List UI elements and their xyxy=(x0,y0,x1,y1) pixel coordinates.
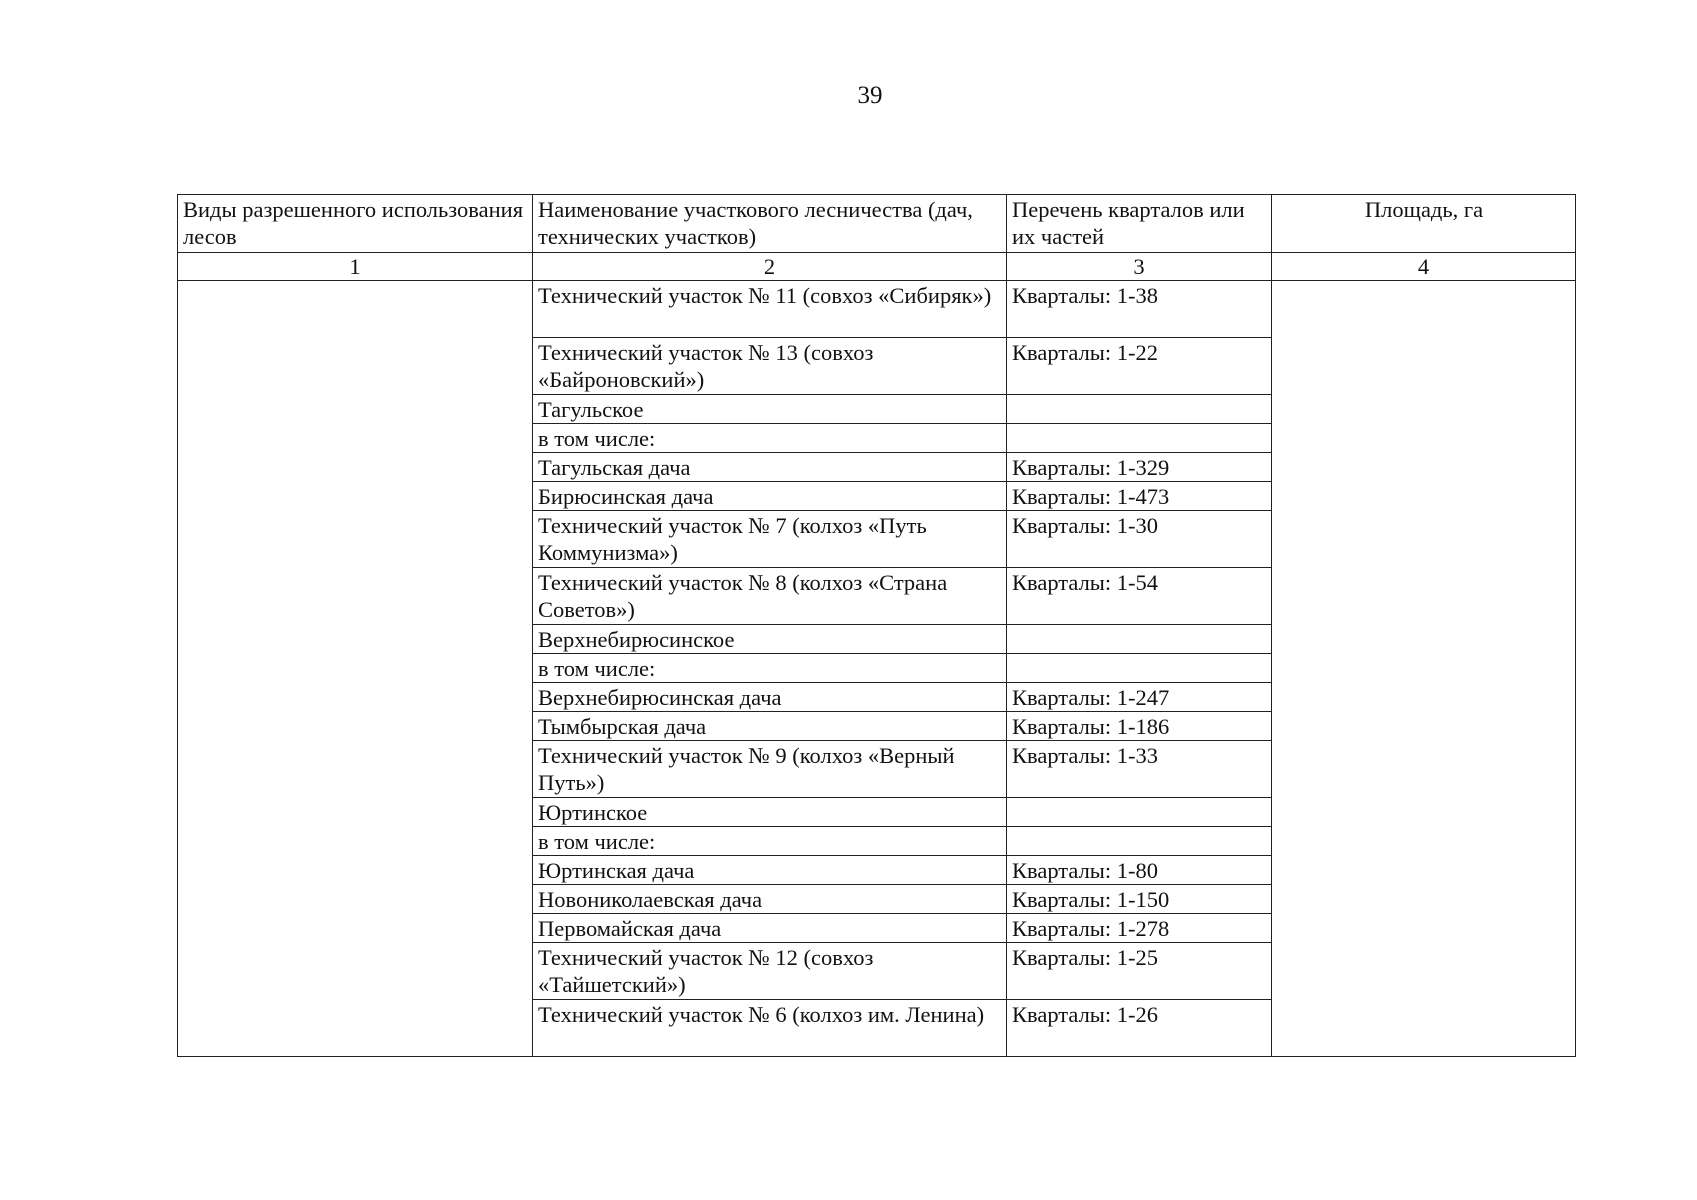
forestry-name-cell: Юртинская дача xyxy=(533,856,1007,885)
table-body xyxy=(178,281,1576,1057)
forestry-name-cell: Технический участок № 7 (колхоз «Путь Коммунизма») xyxy=(533,511,1007,568)
forestry-name-cell: Первомайская дача xyxy=(533,914,1007,943)
forestry-name-cell: Тагульское xyxy=(533,395,1007,424)
forestry-name-cell: в том числе: xyxy=(533,424,1007,453)
quarters-cell: Кварталы: 1-33 xyxy=(1007,741,1272,798)
quarters-cell: Кварталы: 1-80 xyxy=(1007,856,1272,885)
table-header-row xyxy=(178,195,1576,253)
quarters-cell: Кварталы: 1-329 xyxy=(1007,453,1272,482)
quarters-cell: Кварталы: 1-30 xyxy=(1007,511,1272,568)
page-number: 39 xyxy=(857,82,883,109)
quarters-cell: Кварталы: 1-278 xyxy=(1007,914,1272,943)
forestry-name-cell: Технический участок № 8 (колхоз «Страна Советов») xyxy=(533,568,1007,625)
header-quarters-list: Перечень кварталов или их частей xyxy=(1007,195,1272,253)
table-row xyxy=(178,281,1576,338)
forestry-name-cell: Технический участок № 9 (колхоз «Верный Путь») xyxy=(533,741,1007,798)
quarters-cell: Кварталы: 1-247 xyxy=(1007,683,1272,712)
quarters-cell: Кварталы: 1-26 xyxy=(1007,1000,1272,1057)
forestry-name-cell: Новониколаевская дача xyxy=(533,885,1007,914)
forestry-name-cell: Бирюсинская дача xyxy=(533,482,1007,511)
area-cell xyxy=(1272,281,1576,1057)
forestry-name-cell: в том числе: xyxy=(533,654,1007,683)
header-usage-types: Виды разрешенного использования лесов xyxy=(178,195,533,253)
forestry-name-cell: Тымбырская дача xyxy=(533,712,1007,741)
column-number: 3 xyxy=(1007,253,1272,281)
quarters-cell: Кварталы: 1-150 xyxy=(1007,885,1272,914)
forestry-name-cell: Верхнебирюсинская дача xyxy=(533,683,1007,712)
quarters-cell: Кварталы: 1-473 xyxy=(1007,482,1272,511)
quarters-cell xyxy=(1007,654,1272,683)
forestry-name-cell: Верхнебирюсинское xyxy=(533,625,1007,654)
quarters-cell xyxy=(1007,424,1272,453)
forest-use-table xyxy=(177,194,1576,1057)
quarters-cell xyxy=(1007,395,1272,424)
quarters-cell xyxy=(1007,798,1272,827)
forestry-name-cell: Технический участок № 12 (совхоз «Тайшетский») xyxy=(533,943,1007,1000)
quarters-cell: Кварталы: 1-38 xyxy=(1007,281,1272,338)
forestry-name-cell: в том числе: xyxy=(533,827,1007,856)
quarters-cell: Кварталы: 1-25 xyxy=(1007,943,1272,1000)
quarters-cell: Кварталы: 1-54 xyxy=(1007,568,1272,625)
forestry-name-cell: Технический участок № 13 (совхоз «Байроновский») xyxy=(533,338,1007,395)
header-forestry-name: Наименование участкового лесничества (дач, технических участков) xyxy=(533,195,1007,253)
forestry-name-cell: Технический участок № 11 (совхоз «Сибиряк») xyxy=(533,281,1007,338)
forestry-name-cell: Тагульская дача xyxy=(533,453,1007,482)
quarters-cell xyxy=(1007,827,1272,856)
column-number: 4 xyxy=(1272,253,1576,281)
forestry-name-cell: Юртинское xyxy=(533,798,1007,827)
quarters-cell xyxy=(1007,625,1272,654)
usage-type-cell xyxy=(178,281,533,1057)
column-number-row xyxy=(178,253,1576,281)
header-area: Площадь, га xyxy=(1272,195,1576,253)
column-number: 1 xyxy=(178,253,533,281)
column-number: 2 xyxy=(533,253,1007,281)
forestry-name-cell: Технический участок № 6 (колхоз им. Ленина) xyxy=(533,1000,1007,1057)
quarters-cell: Кварталы: 1-22 xyxy=(1007,338,1272,395)
quarters-cell: Кварталы: 1-186 xyxy=(1007,712,1272,741)
